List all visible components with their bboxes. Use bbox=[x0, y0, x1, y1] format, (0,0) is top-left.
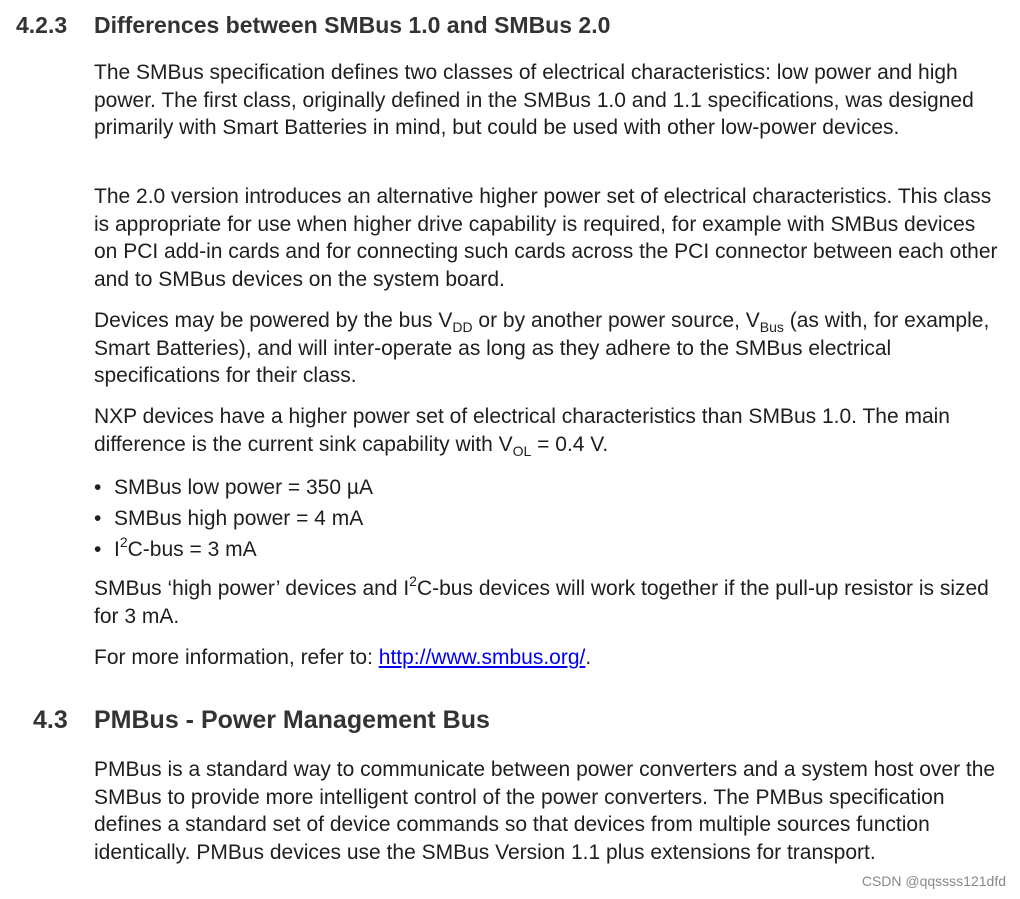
paragraph-power-sources bbox=[94, 307, 1004, 390]
text-segment: NXP devices have a higher power set of electrical characteristics than SMBus 1.0. The main difference is the current sink capability with V bbox=[94, 405, 950, 456]
paragraph-high-power-compat bbox=[94, 575, 1004, 630]
text-segment: Devices may be powered by the bus V bbox=[94, 309, 453, 332]
section-title: PMBus - Power Management Bus bbox=[94, 706, 490, 734]
current-sink-list bbox=[94, 472, 373, 565]
subscript: OL bbox=[512, 442, 532, 459]
section-title: Differences between SMBus 1.0 and SMBus 2.0 bbox=[94, 12, 611, 38]
text-segment: or by another power source, V bbox=[472, 309, 760, 332]
paragraph-version-2-0: The 2.0 version introduces an alternative higher power set of electrical characteristics. This class is appropriate for use when higher drive capability is required, for example with SMBus devices on PCI add-in cards and for connecting such cards across the PCI connector between each other and to SMBus devices on the system board. bbox=[94, 185, 998, 291]
text-segment: = 0.4 V. bbox=[531, 432, 609, 456]
list-item-text: SMBus high power = 4 mA bbox=[114, 507, 364, 530]
bullet-marker: • bbox=[94, 538, 102, 561]
bullet-marker: • bbox=[94, 476, 102, 499]
watermark: CSDN @qqssss121dfd bbox=[861, 873, 1006, 889]
paragraph-more-info bbox=[94, 644, 1004, 672]
superscript: 2 bbox=[119, 534, 128, 550]
subscript: Bus bbox=[759, 319, 784, 335]
text-segment: C-bus devices will work together if the pull-up resistor is sized for 3 mA. bbox=[94, 577, 989, 628]
text-segment: SMBus ‘high power’ devices and I bbox=[94, 577, 410, 600]
bullet-marker: • bbox=[94, 507, 102, 530]
list-item bbox=[94, 534, 373, 565]
text-segment: For more information, refer to: bbox=[94, 646, 379, 669]
paragraph-nxp-devices bbox=[94, 403, 1004, 458]
subscript: DD bbox=[452, 319, 473, 335]
paragraph-pmbus-intro: PMBus is a standard way to communicate between power converters and a system host over the SMBus to provide more intelligent control of the power converters. The PMBus specification defines a standard set of device commands so that devices from multiple sources function identically. PMBus devices use the SMBus Version 1.1 plus extensions for transport. bbox=[94, 758, 996, 864]
section-number: 4.3 bbox=[33, 706, 68, 734]
list-item-text: C-bus = 3 mA bbox=[127, 538, 257, 561]
list-item bbox=[94, 472, 373, 503]
list-item-text: I bbox=[114, 538, 120, 561]
section-number: 4.2.3 bbox=[16, 12, 68, 38]
superscript: 2 bbox=[409, 573, 417, 589]
text-segment: . bbox=[585, 646, 592, 669]
text-segment: (as with, for example, Smart Batteries), and will inter-operate as long as they adhere to the SMBus electrical specifications for their class. bbox=[94, 309, 990, 388]
paragraph-electrical-classes: The SMBus specification defines two classes of electrical characteristics: low power and high power. The first class, originally defined in the SMBus 1.0 and 1.1 specifications, was designed primarily with Smart Batteries in mind, but could be used with other low-power devices. bbox=[94, 61, 974, 140]
list-item bbox=[94, 503, 373, 534]
smbus-org-link[interactable]: http://www.smbus.org/ bbox=[378, 646, 586, 669]
list-item-text: SMBus low power = 350 µA bbox=[114, 476, 373, 499]
